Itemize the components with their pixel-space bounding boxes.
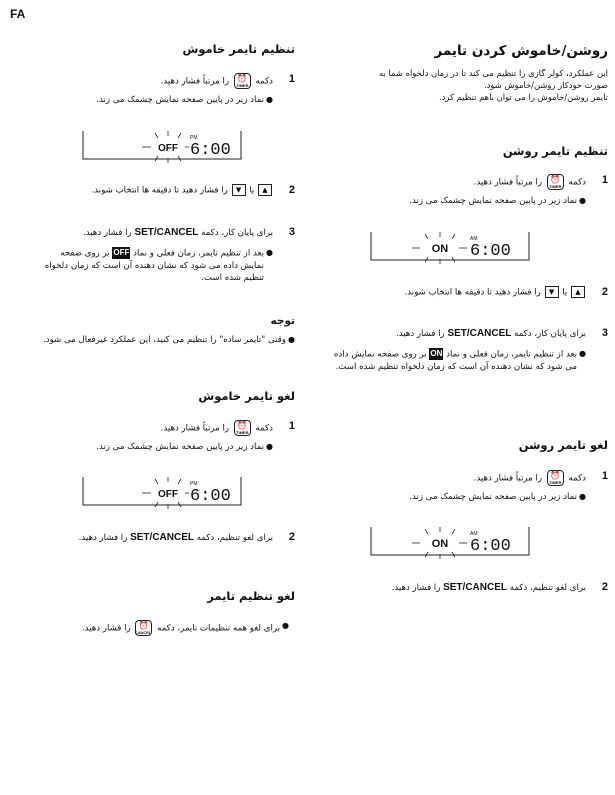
down-button[interactable] — [545, 286, 559, 298]
bullet-dot: ● — [266, 442, 273, 451]
step-text: را مرتباً فشار دهید. — [160, 423, 230, 434]
step-text: را فشار دهید. — [78, 533, 128, 543]
up-arrow-icon: ▲ — [575, 288, 581, 296]
on-cancel-step-1-bullet — [325, 491, 608, 503]
step-text: دکمه — [255, 76, 273, 87]
page-language-code: FA — [10, 7, 26, 21]
step-number: 2 — [288, 531, 295, 543]
off-tag-icon: OFF — [113, 248, 130, 257]
heading-set-off-timer: تنظیم تایمر خاموش — [182, 42, 295, 56]
off-cancel-step-1 — [40, 420, 295, 436]
on-set-step-1-bullet — [325, 195, 608, 207]
step-text: را فشار دهید تا دقیقه ها انتخاب شوند. — [91, 185, 228, 196]
clock-icon: ⏰ — [237, 74, 248, 83]
bullet-text: نماد زیر در پایین صفحه نمایش چشمک می زند. — [96, 95, 264, 105]
off-set-step-2 — [40, 184, 295, 198]
section-title-timer-on-off: روشن/خاموش کردن تایمر — [434, 43, 608, 59]
lcd-display-off-set — [82, 127, 242, 167]
bullet-dot: ● — [266, 248, 273, 257]
lcd-off-label: OFF — [158, 489, 178, 500]
set-cancel-button-label: SET/CANCEL — [134, 227, 199, 238]
lcd-on-time-display — [370, 523, 530, 563]
timer-button[interactable] — [547, 174, 564, 190]
off-set-step-3-bullet — [40, 247, 295, 284]
step-text: برای پایان کار، دکمه — [201, 228, 273, 238]
step-number: 2 — [601, 286, 608, 298]
step-text: را مرتباً فشار دهید. — [160, 76, 230, 87]
lcd-off-time-display — [82, 127, 242, 167]
step-text: را فشار دهید. — [82, 228, 132, 238]
set-cancel-button-label: SET/CANCEL — [443, 582, 507, 593]
timer-button[interactable] — [234, 420, 251, 436]
note-bullet — [40, 334, 295, 346]
step-text: را مرتباً فشار دهید. — [473, 473, 543, 484]
button-label: TIMER — [236, 430, 249, 435]
button-label: TIMER — [236, 83, 249, 88]
button-label: TIMER — [549, 480, 562, 485]
on-set-step-1 — [325, 174, 608, 190]
step-number: 1 — [601, 174, 608, 186]
clock-icon: ⏰ — [237, 421, 248, 430]
bullet-dot: ● — [579, 492, 586, 501]
off-set-step-1-bullet — [40, 94, 295, 106]
off-cancel-step-2 — [40, 531, 295, 545]
button-label: TIMER — [549, 184, 562, 189]
bullet-text: نماد زیر در پایین صفحه نمایش چشمک می زند. — [96, 442, 264, 452]
up-button[interactable] — [571, 286, 585, 298]
lcd-display-off-cancel — [82, 473, 242, 513]
lcd-pm-indicator: PM — [190, 481, 198, 487]
on-tag-icon: ON — [430, 349, 443, 358]
bullet-dot: ● — [579, 349, 586, 358]
button-label: CANCEL — [134, 630, 152, 635]
lcd-display-on-cancel — [370, 523, 530, 563]
bullet-dot: ● — [282, 621, 289, 630]
intro-line-1: این عملکرد، کولر گازی را تنظیم می کند تا در زمان دلخواه شما به — [379, 68, 608, 78]
step-text: برای لغو تنظیم، دکمه — [196, 533, 273, 543]
step-text: را فشار دهید. — [395, 329, 445, 339]
bullet-text: وقتی "تایمر ساده" را تنظیم می کنید، این عملکرد غیرفعال می شود. — [43, 335, 286, 345]
intro-line-3: تایمر روشن/خاموش را می توان باهم تنظیم کرد. — [438, 91, 608, 102]
cancel-all-bullet — [40, 620, 295, 637]
off-set-step-1 — [40, 73, 295, 89]
step-number: 1 — [288, 420, 295, 432]
lcd-time-value: 6:00 — [470, 537, 511, 556]
set-cancel-button-label: SET/CANCEL — [130, 532, 194, 543]
timer-button[interactable] — [234, 73, 251, 89]
up-arrow-icon: ▲ — [262, 186, 268, 194]
lcd-time-value: 6:00 — [190, 487, 231, 506]
bullet-text: بعد از تنظیم تایمر، زمان فعلی و نماد — [446, 349, 577, 360]
step-text: را فشار دهید. — [391, 583, 441, 593]
heading-set-on-timer: تنظیم تایمر روشن — [502, 144, 608, 158]
lcd-time-value: 6:00 — [190, 141, 231, 160]
bullet-text: بر روی صفحه نمایش داده می شود که نشان دهنده آن است که زمان دلخواه تنظیم شده است. — [333, 349, 577, 372]
on-set-step-3 — [325, 327, 608, 341]
on-set-step-3-bullet — [325, 348, 608, 373]
timer-button[interactable] — [547, 470, 564, 486]
step-text: برای پایان کار، دکمه — [514, 329, 586, 339]
lcd-pm-indicator: PM — [190, 135, 198, 141]
cancel-button[interactable] — [135, 620, 152, 636]
clock-icon: ⏰ — [550, 175, 561, 184]
down-arrow-icon: ▼ — [235, 186, 242, 194]
off-cancel-step-1-bullet — [40, 441, 295, 453]
step-text: را فشار دهید تا دقیقه ها انتخاب شوند. — [404, 287, 541, 298]
clock-icon: ⏰ — [138, 621, 149, 630]
step-text: دکمه — [568, 473, 586, 484]
heading-cancel-on-timer: لغو تایمر روشن — [518, 438, 608, 452]
lcd-time-value: 6:00 — [470, 242, 511, 261]
bullet-text: نماد زیر در پایین صفحه نمایش چشمک می زند. — [409, 492, 577, 502]
bullet-text: را فشار دهید. — [81, 623, 131, 634]
lcd-off-label: OFF — [158, 143, 178, 154]
step-text: دکمه — [568, 177, 586, 188]
step-number: 1 — [288, 73, 295, 85]
lcd-on-label: ON — [431, 243, 449, 255]
down-button[interactable] — [232, 184, 246, 196]
bullet-dot: ● — [288, 335, 295, 344]
bullet-text: نماد زیر در پایین صفحه نمایش چشمک می زند. — [409, 196, 577, 206]
step-text: یا — [562, 287, 568, 298]
set-cancel-button-label: SET/CANCEL — [447, 328, 512, 339]
intro-text — [325, 68, 608, 103]
bullet-dot: ● — [266, 95, 273, 104]
step-number: 2 — [288, 184, 295, 196]
step-text: دکمه — [255, 423, 273, 434]
step-number: 1 — [601, 470, 608, 482]
lcd-off-time-display — [82, 473, 242, 513]
lcd-on-time-display — [370, 228, 530, 268]
lcd-display-on-set — [370, 228, 530, 268]
bullet-dot: ● — [579, 196, 586, 205]
bullet-text: بر روی صفحه نمایش داده می شود که نشان دهنده آن است که زمان دلخواه تنظیم شده است. — [44, 248, 264, 283]
step-number: 3 — [288, 226, 295, 238]
up-button[interactable] — [258, 184, 272, 196]
on-cancel-step-1 — [325, 470, 608, 486]
lcd-am-indicator: AM — [470, 531, 478, 537]
down-arrow-icon: ▼ — [548, 288, 555, 296]
heading-note: توجه — [270, 315, 295, 327]
step-text: یا — [249, 185, 255, 196]
step-text: را مرتباً فشار دهید. — [473, 177, 543, 188]
heading-cancel-timer-settings: لغو تنظیم تایمر — [207, 589, 295, 603]
on-cancel-step-2 — [325, 581, 608, 595]
heading-cancel-off-timer: لغو تایمر خاموش — [198, 389, 295, 403]
off-set-step-3 — [40, 226, 295, 240]
step-number: 2 — [601, 581, 608, 593]
lcd-on-label: ON — [431, 538, 449, 550]
bullet-text: برای لغو همه تنظیمات تایمر، دکمه — [157, 623, 280, 634]
clock-icon: ⏰ — [550, 471, 561, 480]
bullet-text: بعد از تنظیم تایمر، زمان فعلی و نماد — [133, 248, 264, 259]
intro-line-2: صورت خودکار روشن/خاموش شود. — [484, 79, 608, 90]
step-number: 3 — [601, 327, 608, 339]
step-text: برای لغو تنظیم، دکمه — [509, 583, 586, 593]
lcd-am-indicator: AM — [470, 236, 478, 242]
on-set-step-2 — [325, 286, 608, 300]
